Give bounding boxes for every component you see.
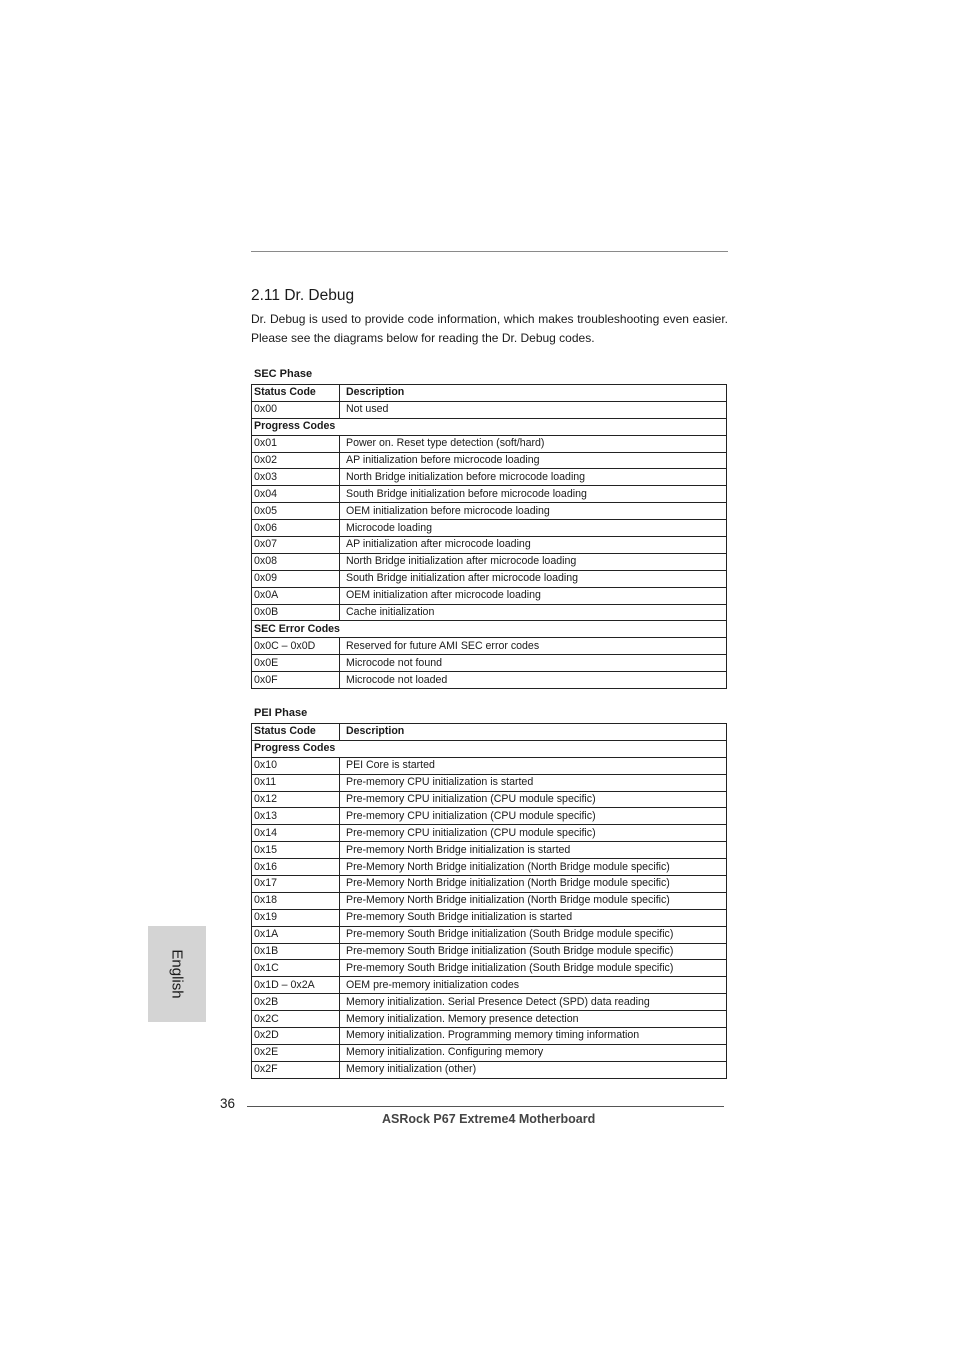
- table-row: [252, 859, 727, 876]
- table-row: [252, 570, 727, 587]
- table-row: [252, 808, 727, 825]
- group-label: Progress Codes: [252, 418, 727, 435]
- status-code-cell: 0x2B: [252, 994, 340, 1011]
- description-cell: OEM pre-memory initialization codes: [340, 977, 727, 994]
- description-cell: Reserved for future AMI SEC error codes: [340, 638, 727, 655]
- description-cell: AP initialization before microcode loading: [340, 452, 727, 469]
- status-code-cell: 0x00: [252, 401, 340, 418]
- status-code-cell: 0x0B: [252, 604, 340, 621]
- group-label: SEC Error Codes: [252, 621, 727, 638]
- table-group-row: [252, 418, 727, 435]
- description-cell: Memory initialization. Memory presence detection: [340, 1011, 727, 1028]
- table-row: [252, 604, 727, 621]
- table-row: [252, 909, 727, 926]
- table-group-row: [252, 621, 727, 638]
- page-number: 36: [220, 1096, 236, 1111]
- language-side-tab: [148, 926, 206, 1022]
- status-code-cell: 0x02: [252, 452, 340, 469]
- table-row: [252, 503, 727, 520]
- table-row: [252, 757, 727, 774]
- table-row: [252, 892, 727, 909]
- description-cell: Pre-memory North Bridge initialization is started: [340, 842, 727, 859]
- description-cell: Pre-memory South Bridge initialization (South Bridge module specific): [340, 960, 727, 977]
- description-cell: North Bridge initialization after microcode loading: [340, 553, 727, 570]
- status-code-cell: 0x15: [252, 842, 340, 859]
- table-row: [252, 401, 727, 418]
- status-code-cell: 0x07: [252, 537, 340, 554]
- table-row: [252, 994, 727, 1011]
- description-cell: OEM initialization after microcode loading: [340, 587, 727, 604]
- status-code-cell: 0x19: [252, 909, 340, 926]
- status-code-cell: 0x0F: [252, 672, 340, 689]
- description-cell: Memory initialization. Configuring memory: [340, 1044, 727, 1061]
- description-cell: Not used: [340, 401, 727, 418]
- table-row: [252, 520, 727, 537]
- table-row: [252, 655, 727, 672]
- footer-product-name: ASRock P67 Extreme4 Motherboard: [382, 1112, 596, 1126]
- status-code-cell: 0x04: [252, 486, 340, 503]
- table-group-row: [252, 740, 727, 757]
- table-row: [252, 452, 727, 469]
- description-cell: Memory initialization. Serial Presence Detect (SPD) data reading: [340, 994, 727, 1011]
- table-row: [252, 537, 727, 554]
- status-code-cell: 0x06: [252, 520, 340, 537]
- sec-phase-table: [251, 384, 727, 689]
- table-header-row: [252, 724, 727, 741]
- status-code-cell: 0x2F: [252, 1061, 340, 1078]
- header-rule: [251, 251, 728, 252]
- sec-phase-label: SEC Phase: [254, 368, 313, 380]
- section-title: 2.11 Dr. Debug: [251, 287, 355, 304]
- status-code-cell: 0x13: [252, 808, 340, 825]
- footer-rule: [247, 1106, 724, 1107]
- status-code-cell: 0x1A: [252, 926, 340, 943]
- pei-phase-table: [251, 723, 727, 1079]
- table-row: [252, 587, 727, 604]
- table-row: [252, 825, 727, 842]
- status-code-cell: 0x03: [252, 469, 340, 486]
- status-code-cell: 0x0E: [252, 655, 340, 672]
- header-status-code: Status Code: [252, 385, 340, 402]
- status-code-cell: 0x14: [252, 825, 340, 842]
- description-cell: Pre-memory South Bridge initialization is started: [340, 909, 727, 926]
- table-row: [252, 486, 727, 503]
- description-cell: North Bridge initialization before microcode loading: [340, 469, 727, 486]
- table-row: [252, 1011, 727, 1028]
- table-row: [252, 1028, 727, 1045]
- table-row: [252, 943, 727, 960]
- description-cell: OEM initialization before microcode loading: [340, 503, 727, 520]
- description-cell: Pre-memory CPU initialization is started: [340, 774, 727, 791]
- table-row: [252, 1044, 727, 1061]
- table-row: [252, 960, 727, 977]
- description-cell: Cache initialization: [340, 604, 727, 621]
- table-row: [252, 791, 727, 808]
- description-cell: Pre-memory South Bridge initialization (South Bridge module specific): [340, 926, 727, 943]
- description-cell: AP initialization after microcode loading: [340, 537, 727, 554]
- status-code-cell: 0x2E: [252, 1044, 340, 1061]
- group-label: Progress Codes: [252, 740, 727, 757]
- status-code-cell: 0x12: [252, 791, 340, 808]
- status-code-cell: 0x17: [252, 876, 340, 893]
- status-code-cell: 0x18: [252, 892, 340, 909]
- description-cell: Pre-memory CPU initialization (CPU module specific): [340, 808, 727, 825]
- table-row: [252, 774, 727, 791]
- table-row: [252, 638, 727, 655]
- description-cell: Pre-memory CPU initialization (CPU module specific): [340, 825, 727, 842]
- description-cell: Microcode not loaded: [340, 672, 727, 689]
- description-cell: Pre-Memory North Bridge initialization (North Bridge module specific): [340, 876, 727, 893]
- status-code-cell: 0x0C – 0x0D: [252, 638, 340, 655]
- table-header-row: [252, 385, 727, 402]
- status-code-cell: 0x1D – 0x2A: [252, 977, 340, 994]
- status-code-cell: 0x11: [252, 774, 340, 791]
- status-code-cell: 0x10: [252, 757, 340, 774]
- table-row: [252, 842, 727, 859]
- status-code-cell: 0x1B: [252, 943, 340, 960]
- table-row: [252, 553, 727, 570]
- description-cell: South Bridge initialization before microcode loading: [340, 486, 727, 503]
- description-cell: Microcode not found: [340, 655, 727, 672]
- description-cell: PEI Core is started: [340, 757, 727, 774]
- description-cell: Memory initialization. Programming memory timing information: [340, 1028, 727, 1045]
- description-cell: Pre-memory South Bridge initialization (South Bridge module specific): [340, 943, 727, 960]
- header-description: Description: [340, 385, 727, 402]
- description-cell: Pre-memory CPU initialization (CPU module specific): [340, 791, 727, 808]
- status-code-cell: 0x16: [252, 859, 340, 876]
- table-row: [252, 876, 727, 893]
- status-code-cell: 0x2D: [252, 1028, 340, 1045]
- description-cell: South Bridge initialization after microcode loading: [340, 570, 727, 587]
- table-row: [252, 926, 727, 943]
- table-row: [252, 469, 727, 486]
- language-tab-label: English: [168, 949, 186, 999]
- table-row: [252, 672, 727, 689]
- table-row: [252, 1061, 727, 1078]
- description-cell: Pre-Memory North Bridge initialization (North Bridge module specific): [340, 892, 727, 909]
- status-code-cell: 0x2C: [252, 1011, 340, 1028]
- status-code-cell: 0x08: [252, 553, 340, 570]
- description-cell: Microcode loading: [340, 520, 727, 537]
- status-code-cell: 0x05: [252, 503, 340, 520]
- description-cell: Memory initialization (other): [340, 1061, 727, 1078]
- table-row: [252, 977, 727, 994]
- status-code-cell: 0x01: [252, 435, 340, 452]
- intro-paragraph: Dr. Debug is used to provide code information, which makes troubleshooting even easier. Please see the diagrams below for reading the Dr. Debug codes.: [251, 312, 728, 345]
- description-cell: Power on. Reset type detection (soft/hard): [340, 435, 727, 452]
- status-code-cell: 0x1C: [252, 960, 340, 977]
- status-code-cell: 0x0A: [252, 587, 340, 604]
- description-cell: Pre-Memory North Bridge initialization (North Bridge module specific): [340, 859, 727, 876]
- header-status-code: Status Code: [252, 724, 340, 741]
- table-row: [252, 435, 727, 452]
- pei-phase-label: PEI Phase: [254, 707, 308, 719]
- status-code-cell: 0x09: [252, 570, 340, 587]
- header-description: Description: [340, 724, 727, 741]
